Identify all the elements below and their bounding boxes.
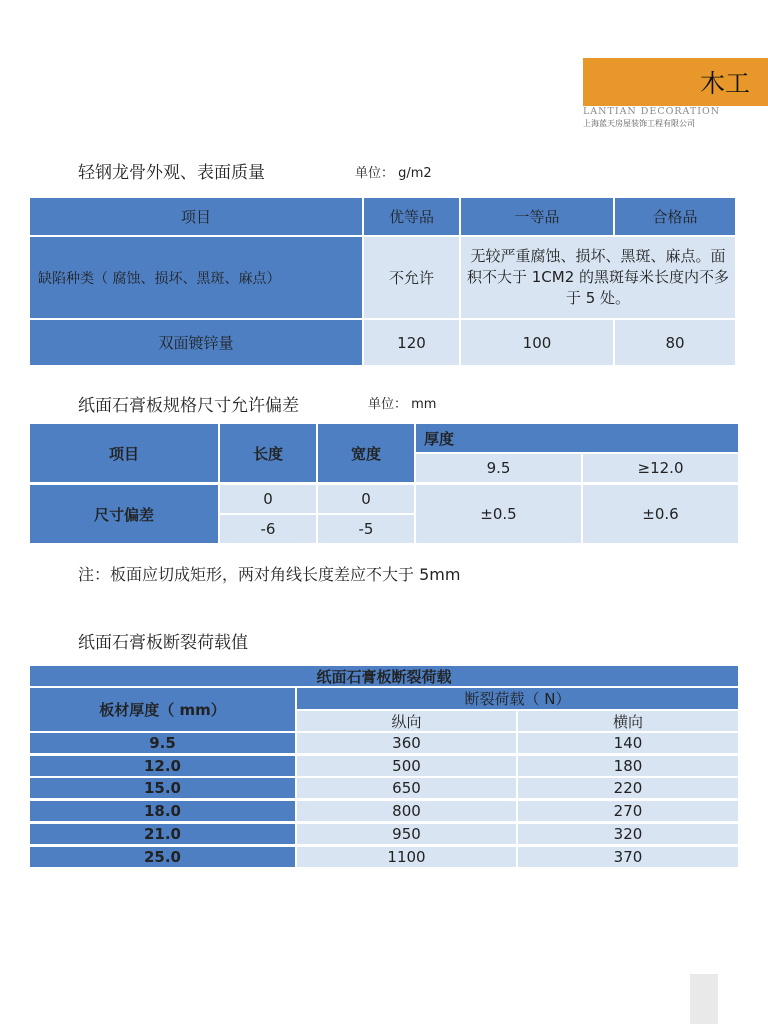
tolerance-header-length: 长度: [220, 424, 316, 482]
page-scroll-indicator: [690, 974, 718, 1024]
tolerance-thickness-9-5-value: ±0.5: [416, 485, 581, 543]
tolerance-width-upper: 0: [318, 485, 414, 513]
quality-header-item: 项目: [30, 198, 362, 235]
load-table-title: 纸面石膏板断裂荷载: [30, 666, 738, 686]
load-header-longitudinal: 纵向: [297, 711, 516, 731]
quality-header-first: 一等品: [461, 198, 613, 235]
section2-unit: 单位： mm: [368, 397, 437, 412]
tolerance-length-lower: -6: [220, 515, 316, 543]
section1-unit: 单位： g/m2: [355, 166, 432, 181]
section-badge: [583, 58, 768, 106]
load-row-transverse: 320: [518, 824, 738, 844]
tolerance-width-lower: -5: [318, 515, 414, 543]
quality-row-zinc-premium: 120: [364, 320, 459, 365]
quality-row-defect-premium: 不允许: [364, 237, 459, 318]
tolerance-header-thickness-12: ≥12.0: [583, 454, 738, 482]
tolerance-header-width: 宽度: [318, 424, 414, 482]
section-badge-label: 木工: [699, 69, 750, 98]
tolerance-row-label: 尺寸偏差: [30, 485, 218, 543]
load-row-transverse: 140: [518, 733, 738, 753]
quality-row-defect-label: 缺陷种类（ 腐蚀、损坏、黑斑、麻点）: [30, 237, 362, 318]
load-header-breaking-load: 断裂荷载（ N）: [297, 688, 738, 709]
load-row-thickness: 18.0: [30, 801, 295, 821]
load-row-longitudinal: 650: [297, 778, 516, 798]
load-header-thickness: 板材厚度（ mm）: [30, 688, 295, 731]
section3-title: 纸面石膏板断裂荷载值: [78, 633, 248, 653]
load-row-thickness: 15.0: [30, 778, 295, 798]
load-row-transverse: 370: [518, 847, 738, 867]
quality-row-zinc-qualified: 80: [615, 320, 735, 365]
load-row-thickness: 12.0: [30, 756, 295, 776]
load-row-transverse: 220: [518, 778, 738, 798]
quality-header-qualified: 合格品: [615, 198, 735, 235]
brand-name-en: LANTIAN DECORATION: [583, 106, 721, 117]
tolerance-header-thickness-9-5: 9.5: [416, 454, 581, 482]
section1-title: 轻钢龙骨外观、表面质量: [78, 163, 265, 183]
quality-header-premium: 优等品: [364, 198, 459, 235]
load-row-transverse: 180: [518, 756, 738, 776]
tolerance-length-upper: 0: [220, 485, 316, 513]
load-row-longitudinal: 360: [297, 733, 516, 753]
tolerance-header-item: 项目: [30, 424, 218, 482]
load-row-thickness: 21.0: [30, 824, 295, 844]
load-header-transverse: 横向: [518, 711, 738, 731]
quality-row-zinc-first: 100: [461, 320, 613, 365]
brand-name-cn: 上海蓝天房屋装饰工程有限公司: [583, 119, 695, 128]
load-row-longitudinal: 950: [297, 824, 516, 844]
quality-row-defect-standard: 无较严重腐蚀、损坏、黑斑、麻点。面积不大于 1CM2 的黑斑每米长度内不多于 5 处。: [461, 237, 735, 318]
section2-title: 纸面石膏板规格尺寸允许偏差: [78, 396, 299, 416]
load-row-thickness: 25.0: [30, 847, 295, 867]
load-row-longitudinal: 500: [297, 756, 516, 776]
cutting-note: 注：板面应切成矩形，两对角线长度差应不大于 5mm: [78, 565, 461, 584]
load-row-thickness: 9.5: [30, 733, 295, 753]
tolerance-thickness-12-value: ±0.6: [583, 485, 738, 543]
tolerance-header-thickness: 厚度: [416, 424, 738, 452]
load-row-transverse: 270: [518, 801, 738, 821]
load-row-longitudinal: 800: [297, 801, 516, 821]
quality-row-zinc-label: 双面镀锌量: [30, 320, 362, 365]
load-row-longitudinal: 1100: [297, 847, 516, 867]
